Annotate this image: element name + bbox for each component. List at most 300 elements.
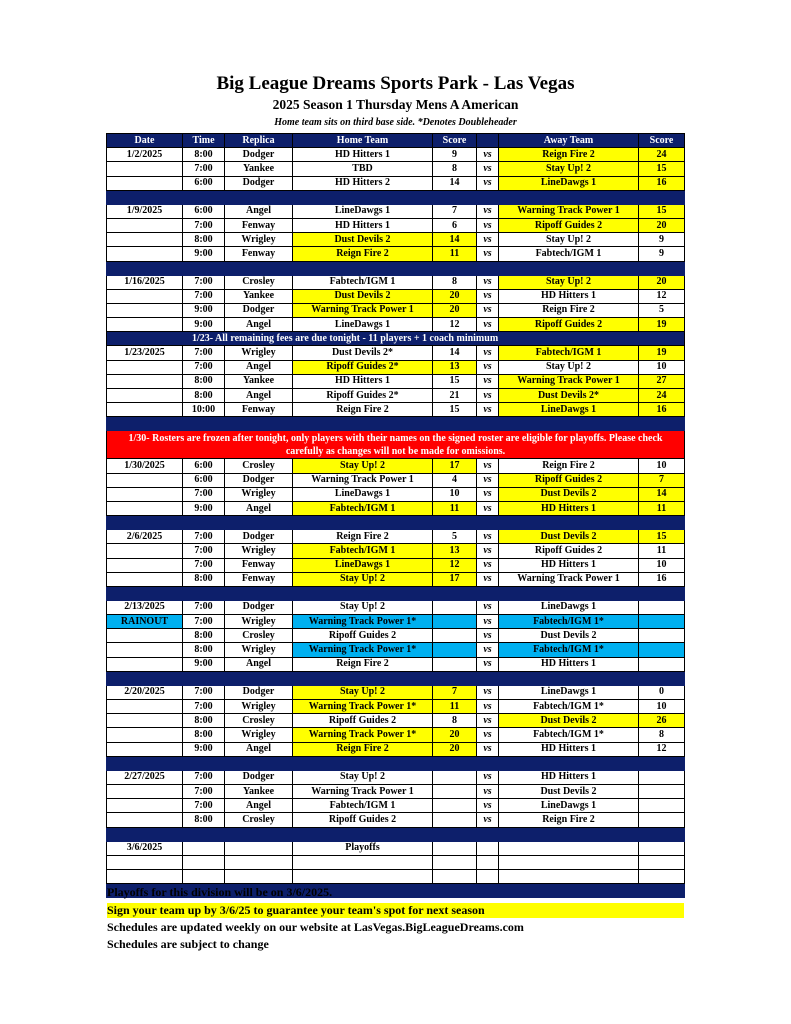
away-team-cell: Reign Fire 2 [499, 459, 639, 473]
away-team-cell [499, 841, 639, 855]
home-team-cell: HD Hitters 1 [293, 148, 433, 162]
time-cell: 8:00 [183, 714, 225, 728]
replica-cell: Crosley [225, 714, 293, 728]
away-team-cell [499, 855, 639, 869]
vs-cell: vs [477, 685, 499, 699]
time-cell: 6:00 [183, 204, 225, 218]
away-team-cell: Ripoff Guides 2 [499, 318, 639, 332]
home-team-cell: Reign Fire 2 [293, 742, 433, 756]
column-header-away-team: Away Team [499, 134, 639, 148]
table-row [107, 813, 685, 827]
away-team-cell: HD Hitters 1 [499, 657, 639, 671]
table-row [107, 784, 685, 798]
time-cell: 9:00 [183, 318, 225, 332]
away-team-cell: Ripoff Guides 2 [499, 544, 639, 558]
away-score-cell: 10 [639, 700, 685, 714]
replica-cell: Angel [225, 799, 293, 813]
replica-cell: Crosley [225, 813, 293, 827]
home-score-cell: 17 [433, 572, 477, 586]
vs-cell: vs [477, 615, 499, 629]
separator-cell [107, 756, 685, 770]
home-team-cell: Reign Fire 2 [293, 247, 433, 261]
page-subtitle: 2025 Season 1 Thursday Mens A American [272, 97, 519, 112]
replica-cell: Dodger [225, 473, 293, 487]
home-score-cell: 12 [433, 318, 477, 332]
vs-cell: vs [477, 530, 499, 544]
away-team-cell: LineDawgs 1 [499, 685, 639, 699]
vs-cell: vs [477, 148, 499, 162]
replica-cell: Dodger [225, 176, 293, 190]
vs-cell: vs [477, 770, 499, 784]
time-cell: 7:00 [183, 218, 225, 232]
time-cell: 9:00 [183, 247, 225, 261]
home-score-cell: 13 [433, 544, 477, 558]
away-score-cell: 24 [639, 389, 685, 403]
table-row [107, 643, 685, 657]
time-cell: 7:00 [183, 346, 225, 360]
away-score-cell: 9 [639, 233, 685, 247]
vs-cell: vs [477, 784, 499, 798]
home-team-cell: Fabtech/IGM 1 [293, 544, 433, 558]
away-team-cell: LineDawgs 1 [499, 403, 639, 417]
table-row [107, 473, 685, 487]
date-cell [107, 289, 183, 303]
home-score-cell: 14 [433, 346, 477, 360]
time-cell: 9:00 [183, 742, 225, 756]
replica-cell: Fenway [225, 403, 293, 417]
home-score-cell: 11 [433, 247, 477, 261]
date-cell [107, 784, 183, 798]
home-score-cell [433, 799, 477, 813]
time-cell: 9:00 [183, 657, 225, 671]
week-separator-row [107, 756, 685, 770]
away-score-cell: 7 [639, 473, 685, 487]
vs-cell: vs [477, 346, 499, 360]
away-team-cell: Reign Fire 2 [499, 303, 639, 317]
date-cell: 3/6/2025 [107, 841, 183, 855]
date-cell [107, 218, 183, 232]
away-score-cell [639, 784, 685, 798]
date-cell [107, 714, 183, 728]
away-team-cell: HD Hitters 1 [499, 742, 639, 756]
table-row [107, 558, 685, 572]
away-score-cell [639, 841, 685, 855]
away-team-cell: Dust Devils 2 [499, 784, 639, 798]
header-note: Home team sits on third base side. *Denotes Doubleheader [274, 117, 517, 128]
vs-cell: vs [477, 176, 499, 190]
vs-cell: vs [477, 303, 499, 317]
vs-cell: vs [477, 742, 499, 756]
replica-cell: Crosley [225, 459, 293, 473]
table-row [107, 318, 685, 332]
time-cell: 7:00 [183, 799, 225, 813]
home-score-cell: 20 [433, 303, 477, 317]
replica-cell: Fenway [225, 218, 293, 232]
home-score-cell: 14 [433, 233, 477, 247]
home-score-cell [433, 600, 477, 614]
time-cell [183, 869, 225, 883]
roster-notice: 1/30- Rosters are frozen after tonight, only players with their names on the signed roster are eligible for playoffs. Please check carefully as changes will not be made for omissions. [107, 431, 685, 459]
home-score-cell: 11 [433, 700, 477, 714]
separator-cell [107, 190, 685, 204]
home-team-cell: HD Hitters 1 [293, 374, 433, 388]
away-team-cell: LineDawgs 1 [499, 176, 639, 190]
vs-cell [477, 841, 499, 855]
home-score-cell: 5 [433, 530, 477, 544]
home-team-cell: Ripoff Guides 2 [293, 714, 433, 728]
home-score-cell: 12 [433, 558, 477, 572]
date-cell [107, 501, 183, 515]
away-team-cell: Stay Up! 2 [499, 360, 639, 374]
time-cell: 7:00 [183, 275, 225, 289]
home-score-cell: 14 [433, 176, 477, 190]
table-row [107, 275, 685, 289]
table-row [107, 204, 685, 218]
replica-cell: Yankee [225, 162, 293, 176]
date-cell: 1/30/2025 [107, 459, 183, 473]
home-team-cell: Stay Up! 2 [293, 572, 433, 586]
replica-cell: Crosley [225, 275, 293, 289]
table-row [107, 148, 685, 162]
home-score-cell [433, 784, 477, 798]
replica-cell: Angel [225, 318, 293, 332]
home-score-cell [433, 629, 477, 643]
time-cell: 8:00 [183, 728, 225, 742]
home-team-cell: Playoffs [293, 841, 433, 855]
vs-cell: vs [477, 389, 499, 403]
replica-cell: Wrigley [225, 615, 293, 629]
replica-cell: Dodger [225, 148, 293, 162]
week-separator-row [107, 190, 685, 204]
table-row [107, 233, 685, 247]
away-team-cell: LineDawgs 1 [499, 799, 639, 813]
home-score-cell: 20 [433, 728, 477, 742]
away-team-cell: Ripoff Guides 2 [499, 218, 639, 232]
away-score-cell: 10 [639, 360, 685, 374]
table-row [107, 162, 685, 176]
column-header-time: Time [183, 134, 225, 148]
vs-cell: vs [477, 247, 499, 261]
home-score-cell [433, 643, 477, 657]
time-cell [183, 841, 225, 855]
home-team-cell: Reign Fire 2 [293, 403, 433, 417]
home-team-cell: Fabtech/IGM 1 [293, 275, 433, 289]
home-team-cell: LineDawgs 1 [293, 318, 433, 332]
away-score-cell: 11 [639, 544, 685, 558]
away-team-cell: Reign Fire 2 [499, 148, 639, 162]
vs-cell: vs [477, 487, 499, 501]
time-cell: 6:00 [183, 459, 225, 473]
away-team-cell: HD Hitters 1 [499, 289, 639, 303]
home-team-cell: Ripoff Guides 2* [293, 360, 433, 374]
table-header-row [107, 134, 685, 148]
vs-cell: vs [477, 600, 499, 614]
date-cell [107, 558, 183, 572]
home-team-cell: LineDawgs 1 [293, 204, 433, 218]
away-team-cell: Stay Up! 2 [499, 162, 639, 176]
away-score-cell [639, 799, 685, 813]
replica-cell: Wrigley [225, 487, 293, 501]
date-cell: 2/27/2025 [107, 770, 183, 784]
column-header-date: Date [107, 134, 183, 148]
date-cell [107, 700, 183, 714]
table-row [107, 218, 685, 232]
home-team-cell: Warning Track Power 1* [293, 643, 433, 657]
table-row [107, 247, 685, 261]
home-score-cell: 17 [433, 459, 477, 473]
time-cell: 9:00 [183, 303, 225, 317]
week-separator-row [107, 827, 685, 841]
away-score-cell: 9 [639, 247, 685, 261]
away-team-cell: HD Hitters 1 [499, 770, 639, 784]
vs-cell: vs [477, 728, 499, 742]
home-team-cell: Stay Up! 2 [293, 685, 433, 699]
column-header-vs [477, 134, 499, 148]
replica-cell: Yankee [225, 289, 293, 303]
date-cell [107, 374, 183, 388]
away-team-cell: Stay Up! 2 [499, 233, 639, 247]
home-team-cell: Ripoff Guides 2 [293, 813, 433, 827]
vs-cell: vs [477, 629, 499, 643]
away-score-cell [639, 600, 685, 614]
away-team-cell: LineDawgs 1 [499, 600, 639, 614]
home-score-cell [433, 869, 477, 883]
home-score-cell [433, 813, 477, 827]
replica-cell: Wrigley [225, 700, 293, 714]
home-score-cell: 8 [433, 275, 477, 289]
time-cell: 10:00 [183, 403, 225, 417]
home-score-cell: 6 [433, 218, 477, 232]
away-team-cell: Fabtech/IGM 1* [499, 643, 639, 657]
time-cell: 8:00 [183, 629, 225, 643]
replica-cell: Fenway [225, 572, 293, 586]
separator-cell [107, 417, 685, 431]
vs-cell: vs [477, 275, 499, 289]
home-score-cell: 7 [433, 204, 477, 218]
date-cell [107, 728, 183, 742]
table-row [107, 629, 685, 643]
home-team-cell: TBD [293, 162, 433, 176]
home-score-cell: 13 [433, 360, 477, 374]
replica-cell [225, 855, 293, 869]
table-row [107, 530, 685, 544]
home-team-cell: HD Hitters 2 [293, 176, 433, 190]
date-cell [107, 799, 183, 813]
week-separator-row [107, 417, 685, 431]
separator-cell [107, 261, 685, 275]
away-score-cell: 19 [639, 346, 685, 360]
time-cell: 7:00 [183, 162, 225, 176]
column-header-home-team: Home Team [293, 134, 433, 148]
vs-cell: vs [477, 360, 499, 374]
table-row [107, 403, 685, 417]
vs-cell [477, 869, 499, 883]
vs-cell: vs [477, 714, 499, 728]
home-team-cell: Ripoff Guides 2 [293, 629, 433, 643]
away-score-cell: 26 [639, 714, 685, 728]
away-team-cell: Fabtech/IGM 1 [499, 346, 639, 360]
time-cell: 8:00 [183, 148, 225, 162]
home-score-cell: 10 [433, 487, 477, 501]
home-score-cell [433, 770, 477, 784]
separator-cell [107, 516, 685, 530]
away-score-cell: 5 [639, 303, 685, 317]
date-cell [107, 233, 183, 247]
footer-disclaimer: Schedules are subject to change [107, 937, 269, 951]
away-team-cell: Fabtech/IGM 1* [499, 700, 639, 714]
away-team-cell: Reign Fire 2 [499, 813, 639, 827]
time-cell: 6:00 [183, 473, 225, 487]
date-cell [107, 813, 183, 827]
vs-cell: vs [477, 572, 499, 586]
vs-cell: vs [477, 501, 499, 515]
date-cell [107, 487, 183, 501]
date-cell [107, 855, 183, 869]
roster-notice-row [107, 431, 685, 459]
replica-cell: Angel [225, 742, 293, 756]
away-team-cell: HD Hitters 1 [499, 558, 639, 572]
separator-cell [107, 827, 685, 841]
away-score-cell: 16 [639, 572, 685, 586]
separator-cell [107, 586, 685, 600]
home-team-cell: Warning Track Power 1 [293, 473, 433, 487]
table-row [107, 714, 685, 728]
replica-cell: Fenway [225, 558, 293, 572]
home-team-cell: Ripoff Guides 2* [293, 389, 433, 403]
week-separator-row [107, 261, 685, 275]
time-cell: 8:00 [183, 813, 225, 827]
date-cell: 2/13/2025 [107, 600, 183, 614]
away-team-cell: Dust Devils 2 [499, 629, 639, 643]
home-team-cell: LineDawgs 1 [293, 558, 433, 572]
home-score-cell: 4 [433, 473, 477, 487]
away-score-cell: 14 [639, 487, 685, 501]
away-score-cell: 15 [639, 530, 685, 544]
date-cell [107, 360, 183, 374]
home-team-cell [293, 855, 433, 869]
table-row [107, 685, 685, 699]
separator-cell [107, 671, 685, 685]
table-row [107, 799, 685, 813]
home-score-cell: 21 [433, 389, 477, 403]
home-team-cell [293, 869, 433, 883]
replica-cell: Crosley [225, 629, 293, 643]
footer-signup-note: Sign your team up by 3/6/25 to guarantee your team's spot for next season [107, 903, 684, 918]
vs-cell: vs [477, 204, 499, 218]
away-score-cell: 10 [639, 558, 685, 572]
table-row [107, 501, 685, 515]
home-score-cell: 20 [433, 742, 477, 756]
home-score-cell: 15 [433, 374, 477, 388]
time-cell: 8:00 [183, 233, 225, 247]
away-team-cell: Dust Devils 2 [499, 530, 639, 544]
vs-cell: vs [477, 403, 499, 417]
home-score-cell: 9 [433, 148, 477, 162]
away-score-cell: 10 [639, 459, 685, 473]
date-cell: 2/6/2025 [107, 530, 183, 544]
away-score-cell: 0 [639, 685, 685, 699]
replica-cell: Wrigley [225, 728, 293, 742]
table-row [107, 303, 685, 317]
away-score-cell: 20 [639, 275, 685, 289]
replica-cell: Dodger [225, 770, 293, 784]
home-score-cell: 8 [433, 714, 477, 728]
table-row [107, 346, 685, 360]
footer-website-note: Schedules are updated weekly on our website at LasVegas.BigLeagueDreams.com [107, 920, 524, 934]
vs-cell: vs [477, 558, 499, 572]
date-cell [107, 657, 183, 671]
date-cell [107, 544, 183, 558]
home-team-cell: Reign Fire 2 [293, 657, 433, 671]
replica-cell: Dodger [225, 303, 293, 317]
away-team-cell: Stay Up! 2 [499, 275, 639, 289]
fee-notice-row [107, 332, 685, 346]
home-team-cell: Dust Devils 2 [293, 233, 433, 247]
away-team-cell: Dust Devils 2* [499, 389, 639, 403]
time-cell: 7:00 [183, 289, 225, 303]
vs-cell: vs [477, 813, 499, 827]
replica-cell: Yankee [225, 374, 293, 388]
time-cell: 7:00 [183, 487, 225, 501]
week-separator-row [107, 586, 685, 600]
home-score-cell: 20 [433, 289, 477, 303]
away-score-cell: 15 [639, 162, 685, 176]
footer-playoffs-note: Playoffs for this division will be on 3/6/2025. [107, 885, 333, 899]
replica-cell: Wrigley [225, 233, 293, 247]
away-score-cell [639, 643, 685, 657]
replica-cell: Angel [225, 204, 293, 218]
vs-cell [477, 855, 499, 869]
date-cell [107, 162, 183, 176]
away-team-cell: Fabtech/IGM 1 [499, 247, 639, 261]
time-cell [183, 855, 225, 869]
away-team-cell: Fabtech/IGM 1* [499, 728, 639, 742]
away-score-cell: 19 [639, 318, 685, 332]
away-score-cell: 8 [639, 728, 685, 742]
away-score-cell: 27 [639, 374, 685, 388]
replica-cell: Dodger [225, 600, 293, 614]
away-score-cell [639, 615, 685, 629]
table-row [107, 770, 685, 784]
date-cell: 1/9/2025 [107, 204, 183, 218]
time-cell: 7:00 [183, 685, 225, 699]
away-score-cell [639, 813, 685, 827]
away-score-cell [639, 855, 685, 869]
vs-cell: vs [477, 700, 499, 714]
date-cell [107, 643, 183, 657]
replica-cell: Wrigley [225, 544, 293, 558]
away-team-cell [499, 869, 639, 883]
replica-cell: Fenway [225, 247, 293, 261]
time-cell: 8:00 [183, 389, 225, 403]
away-team-cell: Dust Devils 2 [499, 714, 639, 728]
date-cell [107, 176, 183, 190]
fee-notice: 1/23- All remaining fees are due tonight - 11 players + 1 coach minimum [107, 332, 685, 346]
table-row [107, 389, 685, 403]
table-row [107, 841, 685, 855]
vs-cell: vs [477, 657, 499, 671]
replica-cell: Dodger [225, 530, 293, 544]
home-team-cell: Stay Up! 2 [293, 459, 433, 473]
time-cell: 7:00 [183, 558, 225, 572]
home-team-cell: Stay Up! 2 [293, 600, 433, 614]
vs-cell: vs [477, 544, 499, 558]
away-team-cell: Ripoff Guides 2 [499, 473, 639, 487]
home-team-cell: Warning Track Power 1 [293, 303, 433, 317]
home-team-cell: Warning Track Power 1* [293, 728, 433, 742]
date-cell: 1/16/2025 [107, 275, 183, 289]
date-cell [107, 247, 183, 261]
